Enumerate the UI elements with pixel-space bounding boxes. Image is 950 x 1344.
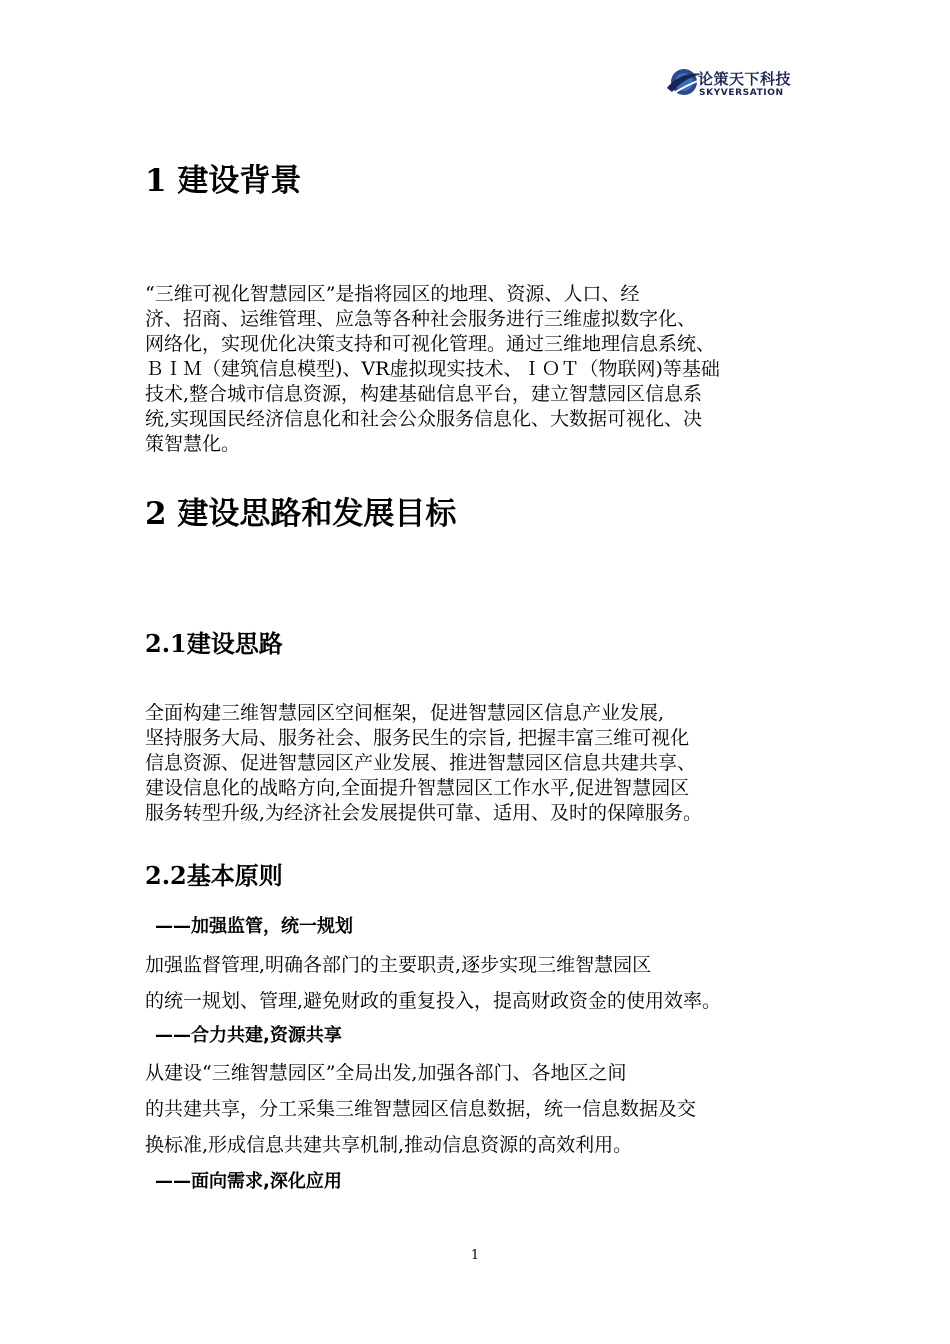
text-line: “三维可视化智慧园区”是指将园区的地理、资源、人口、经	[145, 283, 640, 305]
page-number: 1	[470, 1248, 480, 1263]
text-line: 从建设“三维智慧园区”全局出发,加强各部门、各地区之间	[145, 1062, 627, 1084]
text-line: 统,实现国民经济信息化和社会公众服务信息化、大数据可视化、决	[145, 408, 703, 430]
text-line: 济、招商、运维管理、应急等各种社会服务进行三维虚拟数字化、	[145, 308, 697, 330]
principle-title: ——面向需求,深化应用	[155, 1171, 342, 1192]
heading-1: 1 建设背景	[145, 163, 302, 199]
company-logo	[664, 62, 814, 106]
paragraph-approach	[145, 701, 810, 826]
heading-2-2: 2.2基本原则	[145, 861, 283, 890]
text-line: 技术,整合城市信息资源，构建基础信息平台，建立智慧园区信息系	[145, 383, 703, 405]
text-line: 策智慧化。	[145, 433, 241, 455]
principle-title: ——加强监管，统一规划	[155, 916, 353, 937]
logo-name-en: SKYVERSATION	[699, 88, 784, 98]
text-line: 信息资源、促进智慧园区产业发展、推进智慧园区信息共建共享、	[145, 752, 697, 774]
text-line: 建设信息化的战略方向,全面提升智慧园区工作水平,促进智慧园区	[145, 777, 690, 799]
principle-title: ——合力共建,资源共享	[155, 1025, 342, 1046]
text-line: 全面构建三维智慧园区空间框架，促进智慧园区信息产业发展,	[145, 702, 665, 724]
text-line: 服务转型升级,为经济社会发展提供可靠、适用、及时的保障服务。	[145, 802, 703, 824]
heading-2: 2 建设思路和发展目标	[145, 496, 457, 532]
text-line: 换标准,形成信息共建共享机制,推动信息资源的高效利用。	[145, 1134, 633, 1156]
paragraph-background	[145, 282, 810, 457]
text-line: 的统一规划、管理,避免财政的重复投入，提高财政资金的使用效率。	[145, 990, 722, 1012]
text-line: 加强监督管理,明确各部门的主要职责,逐步实现三维智慧园区	[145, 954, 652, 976]
logo-name-cn: 论策天下科技	[698, 70, 792, 88]
text-line: ＢＩＭ（建筑信息模型)、VR虚拟现实技术、ＩＯＴ（物联网)等基础	[145, 358, 720, 380]
principle-paragraph	[145, 947, 810, 1019]
text-line: 的共建共享，分工采集三维智慧园区信息数据，统一信息数据及交	[145, 1098, 697, 1120]
principle-paragraph	[145, 1055, 810, 1163]
text-line: 坚持服务大局、服务社会、服务民生的宗旨, 把握丰富三维可视化	[145, 727, 690, 749]
text-line: 网络化，实现优化决策支持和可视化管理。通过三维地理信息系统、	[145, 333, 716, 355]
heading-2-1: 2.1建设思路	[145, 629, 283, 658]
